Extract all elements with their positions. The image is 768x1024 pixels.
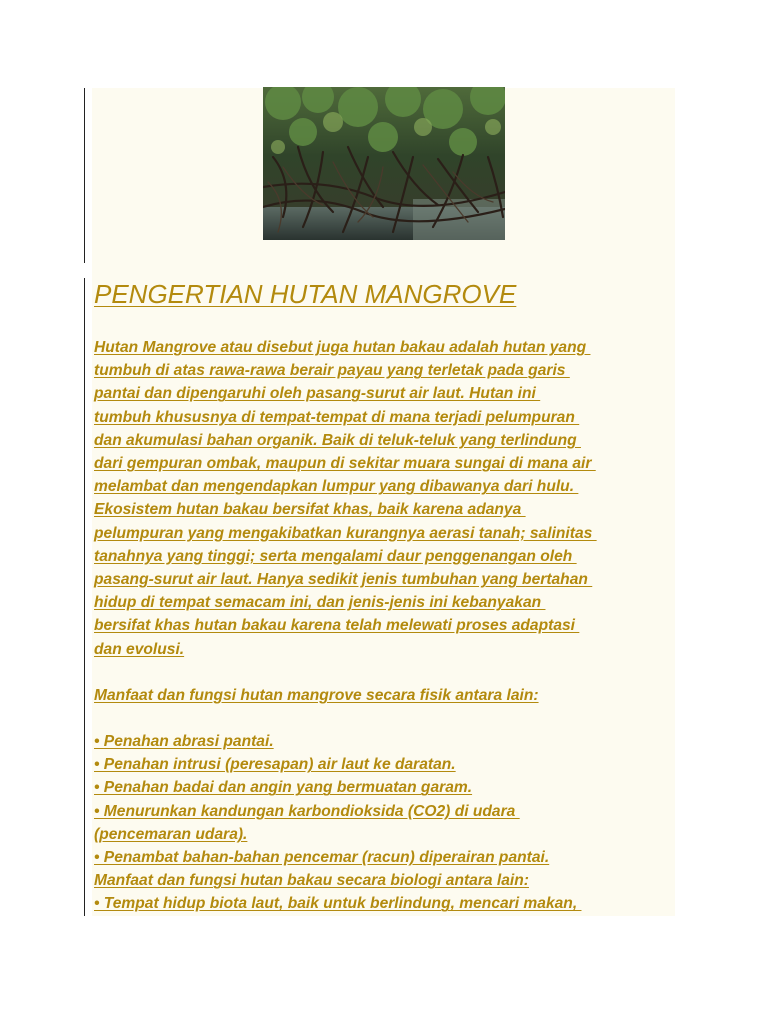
list-item-continuation: (pencemaran udara). — [94, 825, 248, 843]
list-item: • Penahan intrusi (peresapan) air laut ke daratan. — [94, 756, 456, 774]
list-item: • Tempat hidup biota laut, baik untuk berlindung, mencari makan, — [94, 895, 582, 913]
paragraph-line: pantai dan dipengaruhi oleh pasang-surut air laut. Hutan ini — [94, 385, 541, 403]
mangrove-photo-illustration — [263, 87, 505, 240]
paragraph-line: Hutan Mangrove atau disebut juga hutan bakau adalah hutan yang — [94, 339, 591, 356]
page-title: PENGERTIAN HUTAN MANGROVE — [94, 279, 517, 309]
mangrove-photo — [263, 87, 505, 240]
paragraph-line: Ekosistem hutan bakau bersifat khas, baik karena adanya — [94, 501, 526, 519]
list-item: • Menurunkan kandungan karbondioksida (CO2) di udara — [94, 802, 520, 820]
left-margin-rule-bottom — [84, 278, 85, 916]
benefits-list — [94, 730, 674, 916]
paragraph-line: dan evolusi. — [94, 640, 185, 658]
physical-benefits-heading: Manfaat dan fungsi hutan mangrove secara fisik antara lain: — [94, 686, 539, 704]
paragraph-line: pelumpuran yang mengakibatkan kurangnya aerasi tanah; salinitas — [94, 524, 597, 542]
paragraph-line: dan akumulasi bahan organik. Baik di teluk-teluk yang terlindung — [94, 431, 581, 449]
paragraph-line: melambat dan mengendapkan lumpur yang dibawanya dari hulu. — [94, 478, 579, 496]
paragraph-line: tanahnya yang tinggi; serta mengalami daur penggenangan oleh — [94, 547, 577, 565]
intro-paragraph — [94, 336, 674, 661]
paragraph-line: tumbuh khususnya di tempat-tempat di mana terjadi pelumpuran — [94, 408, 580, 426]
biological-benefits-heading: Manfaat dan fungsi hutan bakau secara biologi antara lain: — [94, 872, 529, 890]
left-margin-rule-top — [84, 88, 85, 263]
paragraph-line: pasang-surut air laut. Hanya sedikit jenis tumbuhan yang bertahan — [94, 571, 593, 589]
physical-benefits-section — [94, 684, 674, 707]
paragraph-line: tumbuh di atas rawa-rawa berair payau yang terletak pada garis — [94, 362, 570, 380]
paragraph-line: bersifat khas hutan bakau karena telah melewati proses adaptasi — [94, 617, 580, 635]
article-content — [94, 278, 674, 916]
paragraph-line: hidup di tempat semacam ini, dan jenis-jenis ini kebanyakan — [94, 594, 546, 612]
list-item: • Penahan abrasi pantai. — [94, 733, 274, 751]
list-item: • Penambat bahan-bahan pencemar (racun) diperairan pantai. — [94, 849, 550, 867]
paragraph-line: dari gempuran ombak, maupun di sekitar muara sungai di mana air — [94, 455, 596, 473]
list-item: • Penahan badai dan angin yang bermuatan garam. — [94, 779, 473, 797]
